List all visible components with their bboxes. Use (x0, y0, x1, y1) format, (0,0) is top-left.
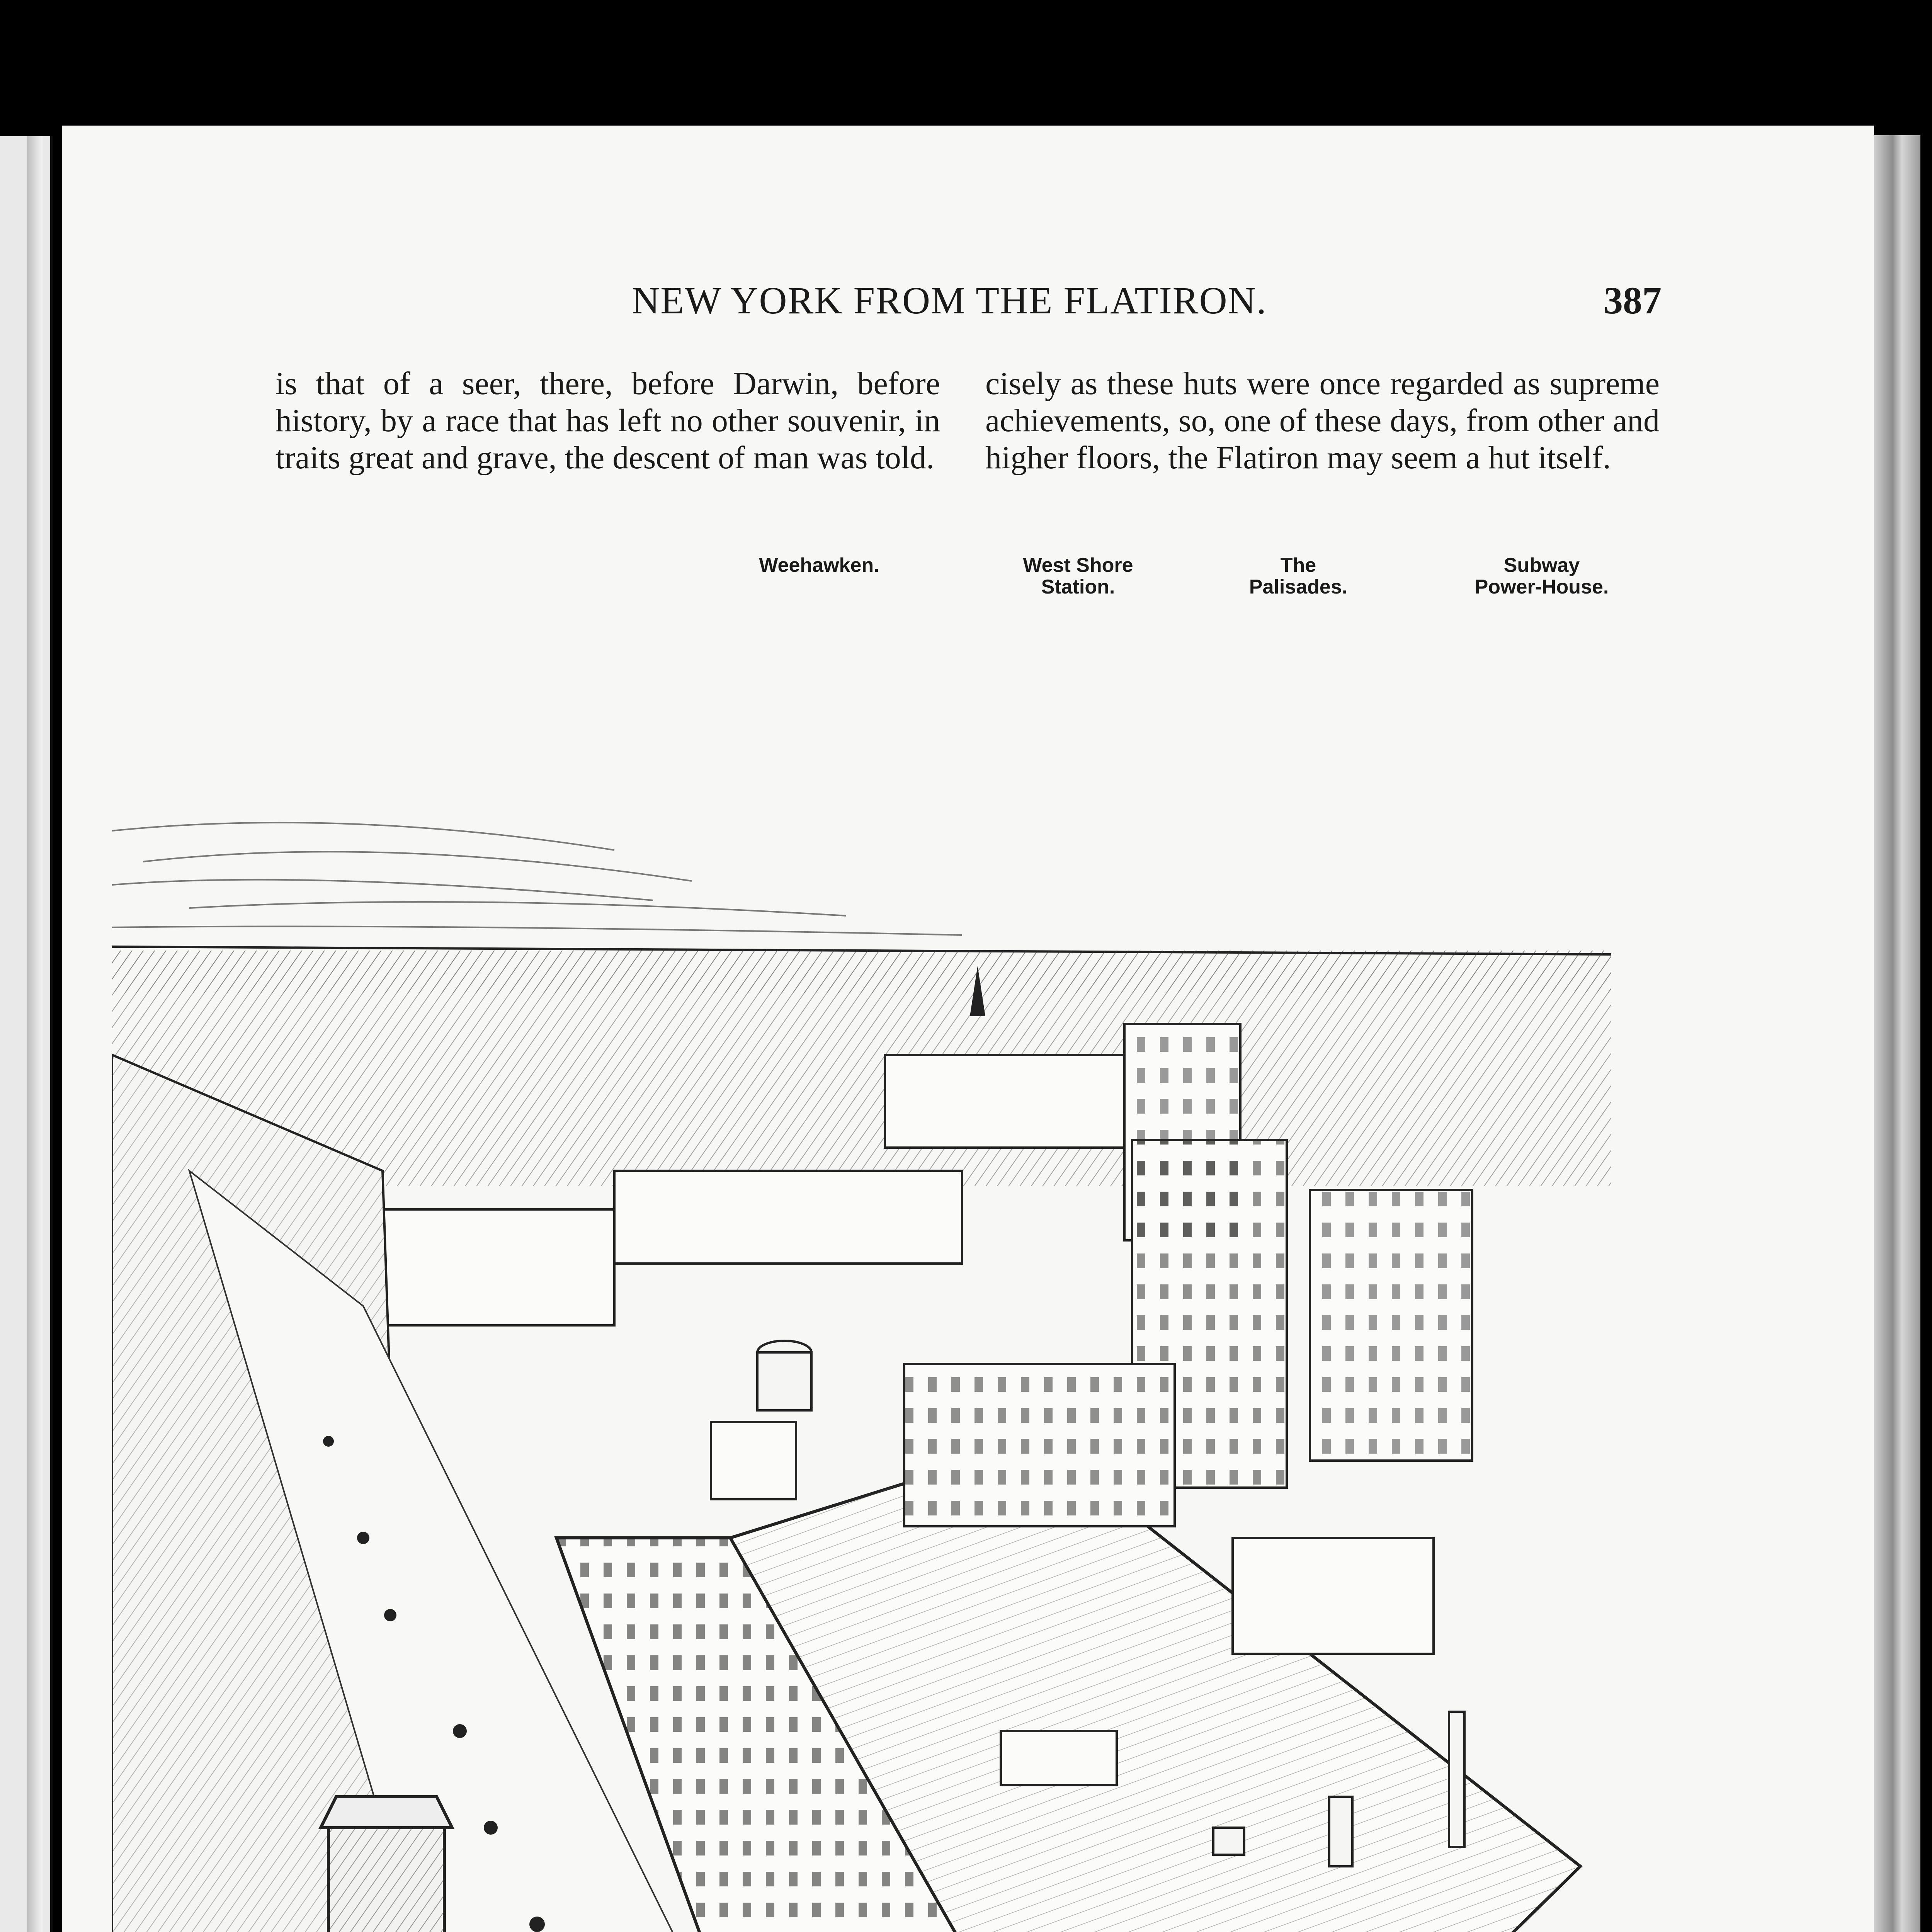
city-illustration (112, 784, 1611, 1932)
label-west-shore-station: West Shore Station. (1023, 554, 1133, 598)
top-right-column (985, 365, 1660, 476)
running-title: NEW YORK FROM THE FLATIRON. (632, 279, 1267, 322)
page-header (270, 278, 1662, 332)
top-left-column (276, 365, 940, 476)
label-subway-power-house: Subway Power-House. (1475, 554, 1609, 598)
paragraph: cisely as these huts were once regarded as supreme achievements, so, one of these days, from other and higher floors, the Flatiron may seem a hut itself. (985, 366, 1660, 476)
label-weehawken: Weehawken. (759, 554, 879, 577)
page-number: 387 (1604, 279, 1662, 322)
label-palisades: The Palisades. (1249, 554, 1348, 598)
page-edge (1874, 135, 1920, 1932)
paragraph: is that of a seer, there, before Darwin, before history, by a race that has left no other souvenir, in traits great and grave, the descent of man was told. (276, 366, 940, 476)
left-page-sliver (0, 136, 53, 1932)
